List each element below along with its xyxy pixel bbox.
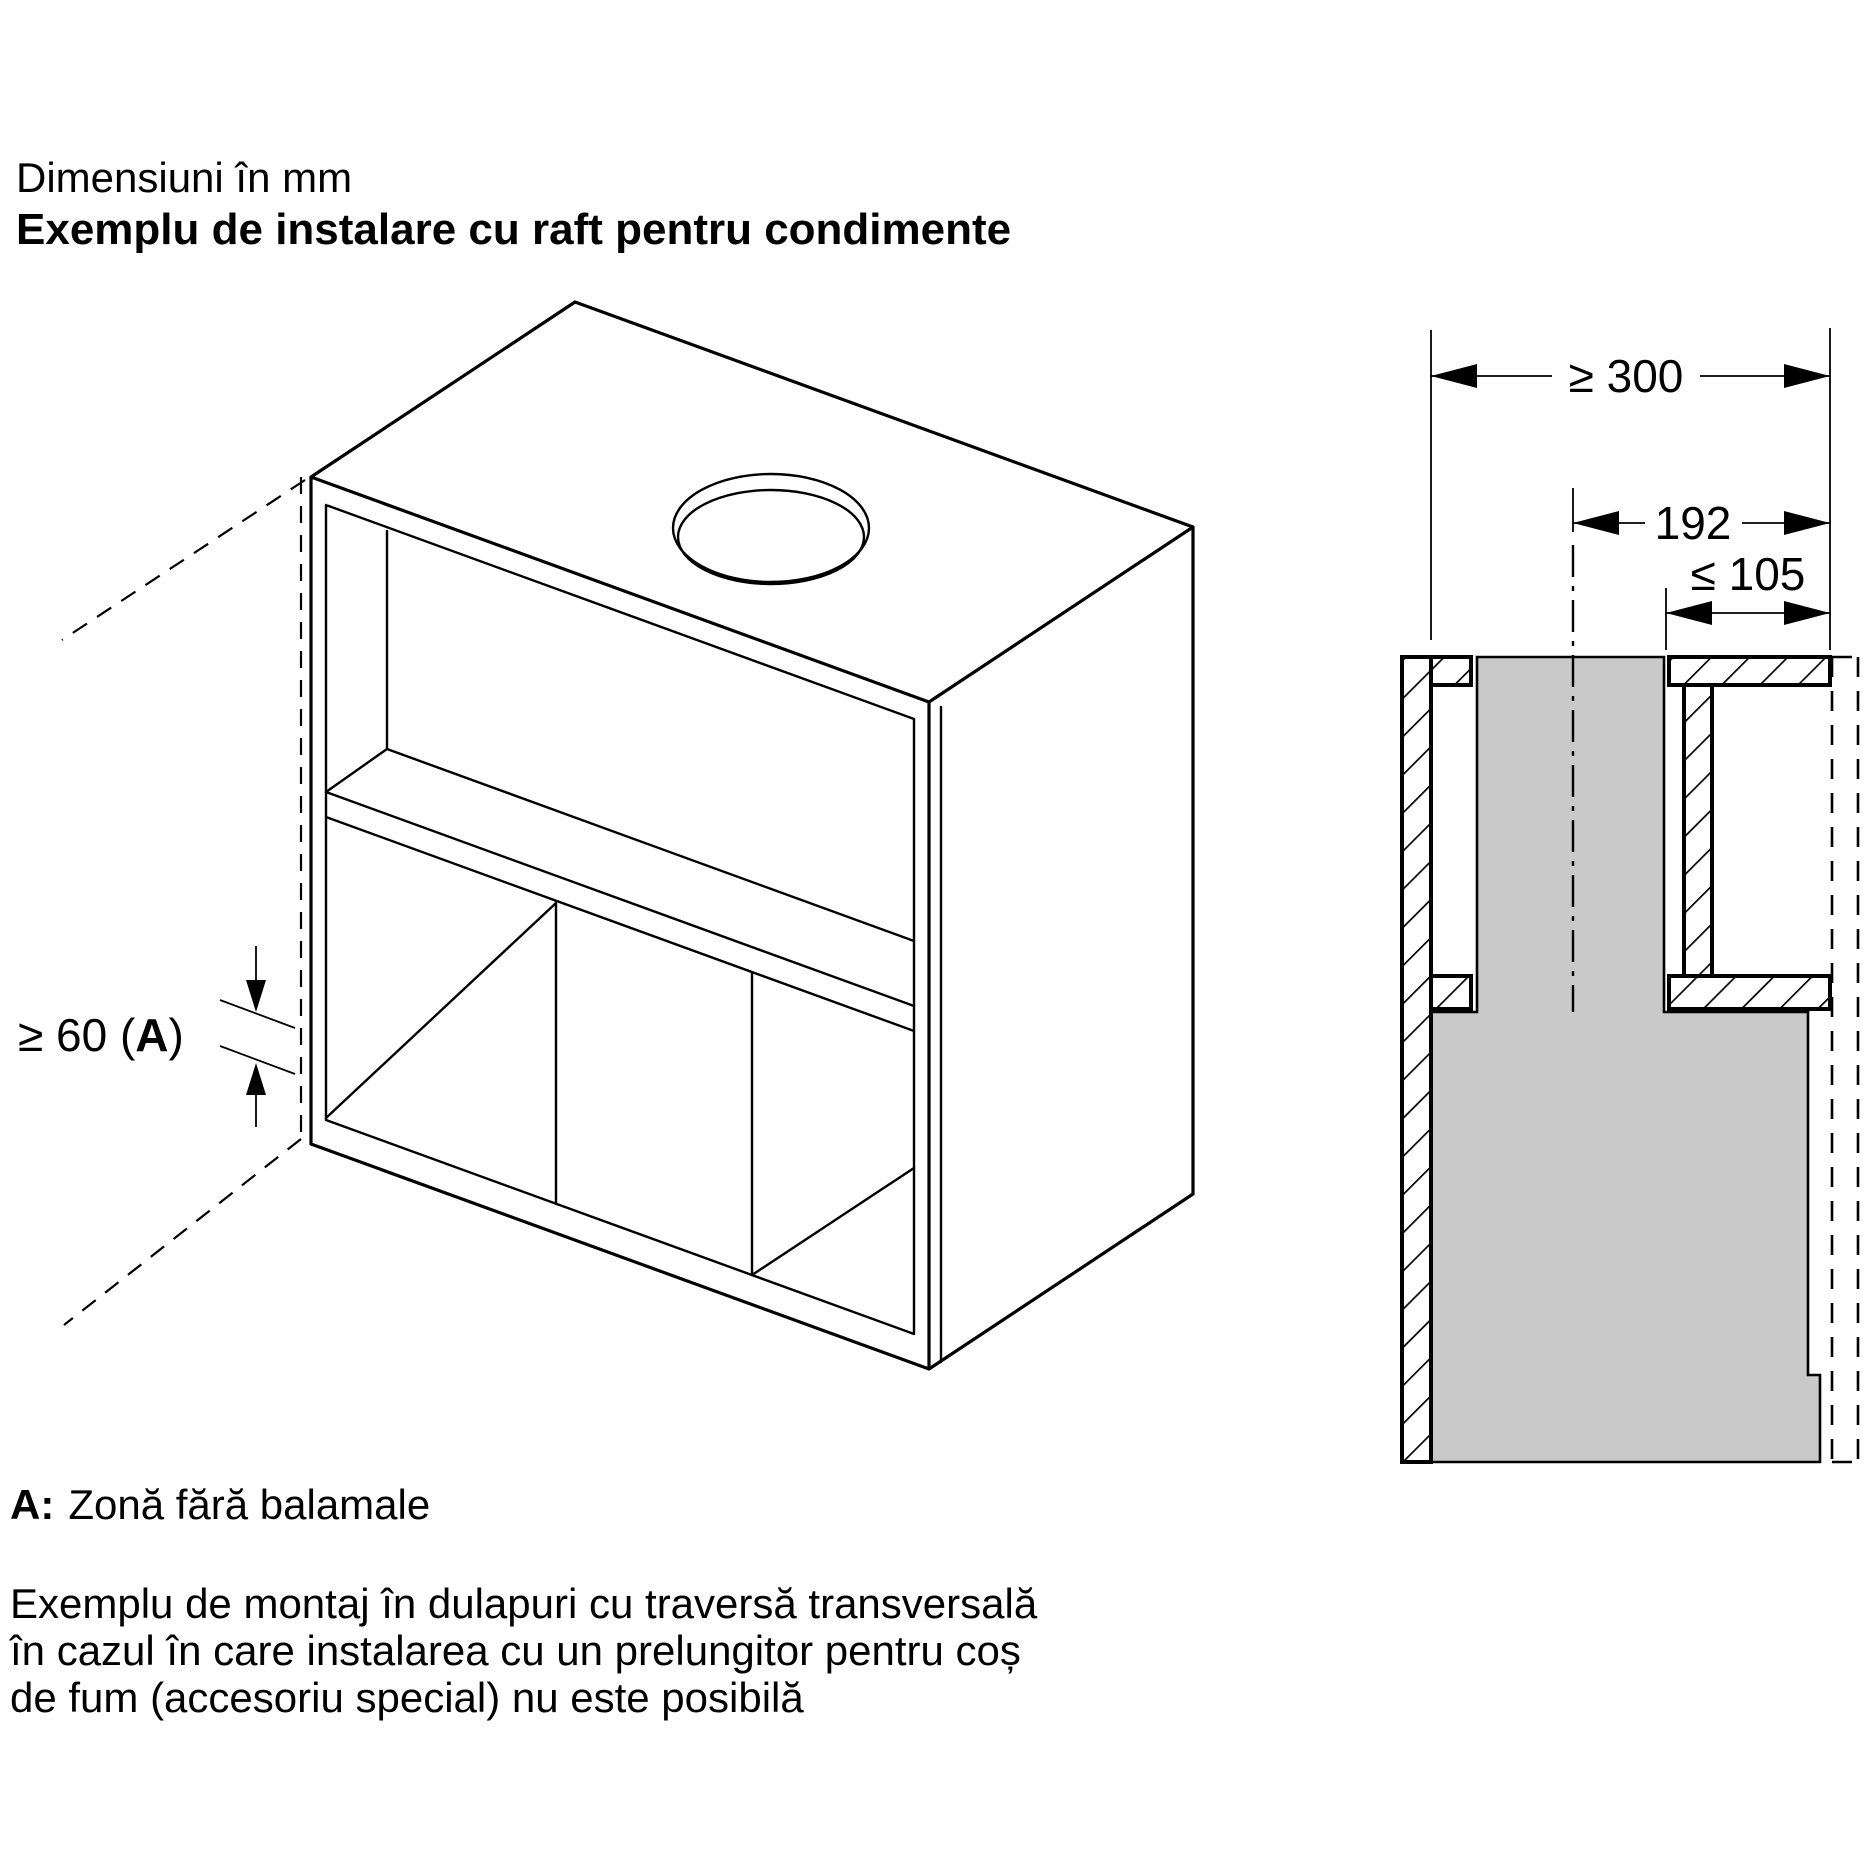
note-a-label: A:: [10, 1481, 55, 1528]
dim-300-label: ≥ 300: [1568, 350, 1684, 402]
right-cross-member: [1684, 685, 1712, 976]
dim-105-label: ≤ 105: [1690, 548, 1806, 600]
paragraph-line-3: de fum (accesoriu special) nu este posibilă: [10, 1674, 804, 1721]
dim-60-suffix: ): [168, 1009, 184, 1061]
right-top-panel: [1669, 657, 1830, 685]
right-shelf-panel: [1669, 976, 1830, 1009]
dim-60-label: [18, 1009, 184, 1061]
dim-60-prefix: ≥ 60 (: [18, 1009, 136, 1061]
left-top-flange: [1431, 657, 1471, 685]
paragraph-line-1: Exemplu de montaj în dulapuri cu traversă transversală: [10, 1580, 1038, 1627]
left-side-panel: [1402, 657, 1431, 1462]
page-title: Exemplu de instalare cu raft pentru condimente: [16, 205, 1012, 254]
note-a: [10, 1481, 430, 1528]
dim-192-label: 192: [1654, 497, 1732, 549]
page-subtitle: Dimensiuni în mm: [16, 154, 353, 201]
note-a-text: Zonă fără balamale: [68, 1481, 431, 1528]
paragraph-line-2: în cazul în care instalarea cu un prelungitor pentru coș: [10, 1627, 1021, 1674]
left-shelf-flange: [1431, 976, 1471, 1009]
dim-60-letter-a: A: [135, 1009, 169, 1061]
